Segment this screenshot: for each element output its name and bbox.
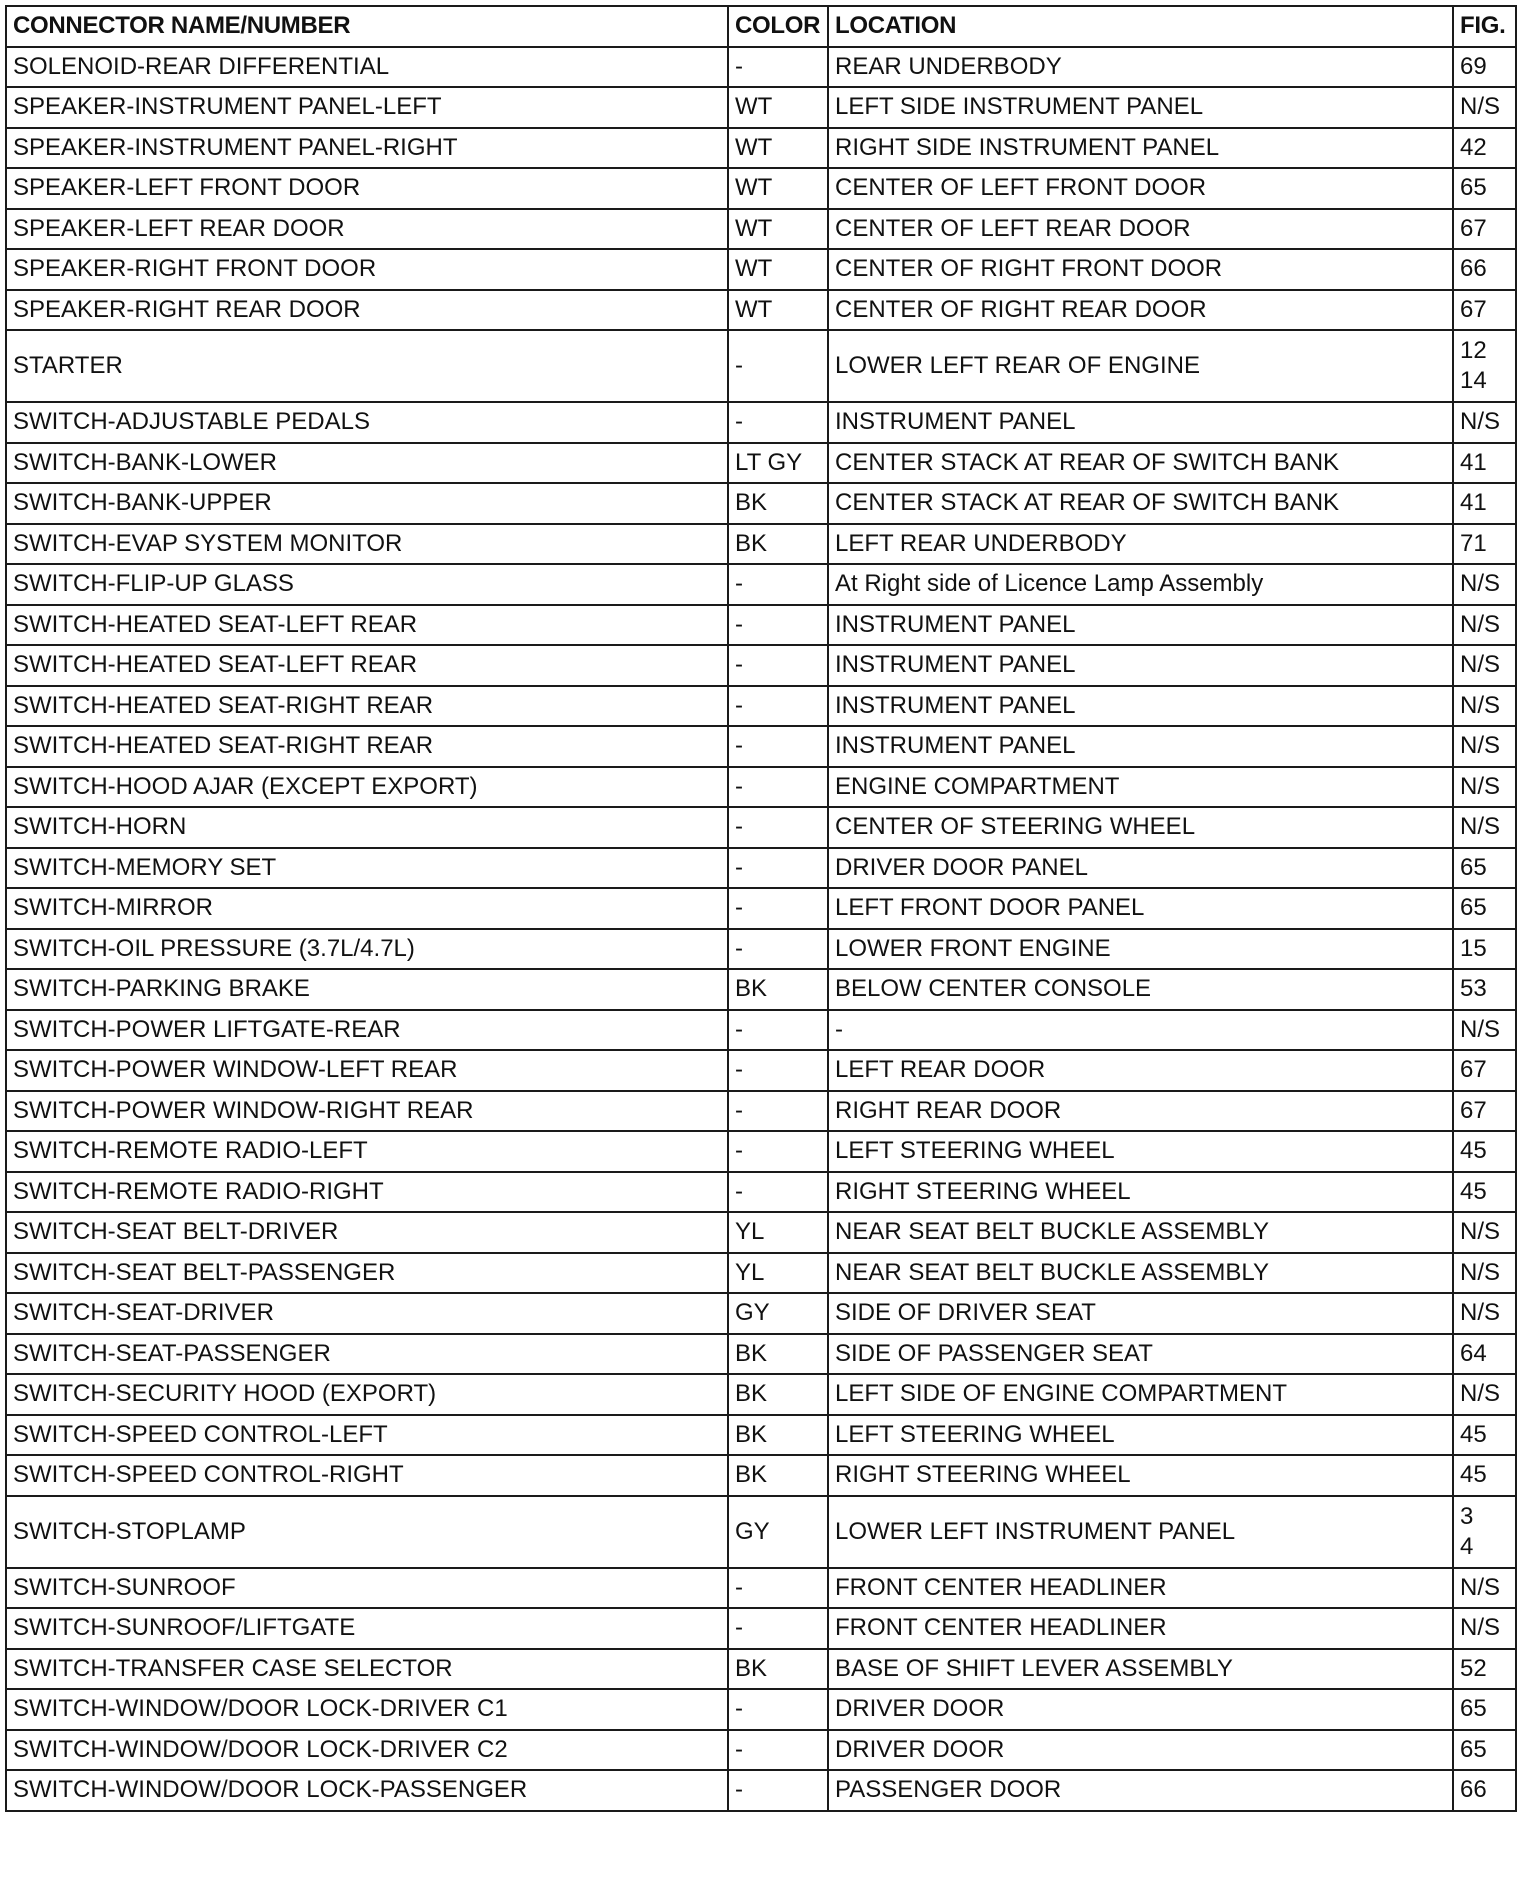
fig-cell bbox=[1453, 1496, 1516, 1568]
location-cell: RIGHT SIDE INSTRUMENT PANEL bbox=[828, 128, 1453, 169]
table-row bbox=[6, 1131, 1516, 1172]
connector-name-cell: SWITCH-POWER LIFTGATE-REAR bbox=[6, 1010, 728, 1051]
fig-number: 52 bbox=[1460, 1654, 1487, 1682]
fig-number: N/S bbox=[1460, 610, 1501, 638]
connector-name-cell: SWITCH-BANK-UPPER bbox=[6, 483, 728, 524]
fig-cell bbox=[1453, 47, 1516, 88]
table-row bbox=[6, 47, 1516, 88]
table-row bbox=[6, 1374, 1516, 1415]
location-cell: BASE OF SHIFT LEVER ASSEMBLY bbox=[828, 1649, 1453, 1690]
connector-name-cell: SWITCH-HEATED SEAT-RIGHT REAR bbox=[6, 686, 728, 727]
color-cell: - bbox=[728, 767, 828, 808]
location-cell: INSTRUMENT PANEL bbox=[828, 686, 1453, 727]
connector-name-cell: SWITCH-EVAP SYSTEM MONITOR bbox=[6, 524, 728, 565]
color-cell: BK bbox=[728, 483, 828, 524]
connector-name-cell: SWITCH-PARKING BRAKE bbox=[6, 969, 728, 1010]
connector-name-cell: SWITCH-SUNROOF bbox=[6, 1568, 728, 1609]
connector-name-cell: SWITCH-POWER WINDOW-LEFT REAR bbox=[6, 1050, 728, 1091]
fig-number: 65 bbox=[1460, 1695, 1487, 1723]
table-row bbox=[6, 888, 1516, 929]
table-row bbox=[6, 767, 1516, 808]
color-cell: WT bbox=[728, 209, 828, 250]
color-cell: - bbox=[728, 1730, 828, 1771]
table-row bbox=[6, 848, 1516, 889]
header-location: LOCATION bbox=[828, 6, 1453, 47]
connector-name-cell: SWITCH-BANK-LOWER bbox=[6, 443, 728, 484]
fig-cell bbox=[1453, 564, 1516, 605]
connector-name-cell: SPEAKER-INSTRUMENT PANEL-LEFT bbox=[6, 87, 728, 128]
color-cell: WT bbox=[728, 168, 828, 209]
table-row bbox=[6, 726, 1516, 767]
fig-number: 69 bbox=[1460, 52, 1487, 80]
fig-cell bbox=[1453, 1649, 1516, 1690]
fig-number: 65 bbox=[1460, 174, 1487, 202]
color-cell: - bbox=[728, 1010, 828, 1051]
location-cell: BELOW CENTER CONSOLE bbox=[828, 969, 1453, 1010]
fig-number: 41 bbox=[1460, 489, 1487, 517]
connector-name-cell: SWITCH-SPEED CONTROL-LEFT bbox=[6, 1415, 728, 1456]
location-cell: DRIVER DOOR PANEL bbox=[828, 848, 1453, 889]
fig-number: 65 bbox=[1460, 1735, 1487, 1763]
color-cell: GY bbox=[728, 1496, 828, 1568]
table-row bbox=[6, 402, 1516, 443]
fig-number: 4 bbox=[1460, 1532, 1474, 1560]
fig-number: 64 bbox=[1460, 1339, 1487, 1367]
connector-name-cell: SWITCH-STOPLAMP bbox=[6, 1496, 728, 1568]
location-cell: CENTER OF LEFT REAR DOOR bbox=[828, 209, 1453, 250]
color-cell: - bbox=[728, 1131, 828, 1172]
header-row bbox=[6, 6, 1516, 47]
table-row bbox=[6, 1293, 1516, 1334]
fig-cell bbox=[1453, 1730, 1516, 1771]
connector-table bbox=[5, 5, 1517, 1812]
fig-number: 67 bbox=[1460, 1096, 1487, 1124]
table-row bbox=[6, 1172, 1516, 1213]
location-cell: LEFT REAR DOOR bbox=[828, 1050, 1453, 1091]
location-cell: LEFT STEERING WHEEL bbox=[828, 1415, 1453, 1456]
location-cell: LEFT FRONT DOOR PANEL bbox=[828, 888, 1453, 929]
fig-number: N/S bbox=[1460, 570, 1501, 598]
fig-number: 71 bbox=[1460, 529, 1487, 557]
color-cell: - bbox=[728, 605, 828, 646]
fig-cell bbox=[1453, 1050, 1516, 1091]
fig-cell bbox=[1453, 605, 1516, 646]
fig-number: N/S bbox=[1460, 1299, 1501, 1327]
connector-name-cell: SWITCH-HEATED SEAT-RIGHT REAR bbox=[6, 726, 728, 767]
header-fig: FIG. bbox=[1453, 6, 1516, 47]
color-cell: BK bbox=[728, 1649, 828, 1690]
table-row bbox=[6, 1730, 1516, 1771]
table-row bbox=[6, 1415, 1516, 1456]
fig-cell bbox=[1453, 290, 1516, 331]
fig-cell bbox=[1453, 888, 1516, 929]
fig-number: 42 bbox=[1460, 133, 1487, 161]
location-cell: DRIVER DOOR bbox=[828, 1689, 1453, 1730]
fig-cell bbox=[1453, 1091, 1516, 1132]
location-cell: CENTER OF STEERING WHEEL bbox=[828, 807, 1453, 848]
location-cell: LOWER FRONT ENGINE bbox=[828, 929, 1453, 970]
connector-name-cell: SWITCH-MEMORY SET bbox=[6, 848, 728, 889]
table-row bbox=[6, 1455, 1516, 1496]
fig-number: N/S bbox=[1460, 1015, 1501, 1043]
color-cell: BK bbox=[728, 1455, 828, 1496]
location-cell: SIDE OF PASSENGER SEAT bbox=[828, 1334, 1453, 1375]
fig-number: 66 bbox=[1460, 1776, 1487, 1804]
fig-number: 3 bbox=[1460, 1502, 1474, 1530]
connector-name-cell: SWITCH-HEATED SEAT-LEFT REAR bbox=[6, 605, 728, 646]
location-cell: REAR UNDERBODY bbox=[828, 47, 1453, 88]
fig-number: N/S bbox=[1460, 1218, 1501, 1246]
color-cell: BK bbox=[728, 1374, 828, 1415]
table-row bbox=[6, 1212, 1516, 1253]
fig-number: N/S bbox=[1460, 732, 1501, 760]
fig-number: N/S bbox=[1460, 772, 1501, 800]
fig-number: N/S bbox=[1460, 1573, 1501, 1601]
location-cell: SIDE OF DRIVER SEAT bbox=[828, 1293, 1453, 1334]
connector-name-cell: SPEAKER-LEFT FRONT DOOR bbox=[6, 168, 728, 209]
location-cell: LEFT STEERING WHEEL bbox=[828, 1131, 1453, 1172]
color-cell: - bbox=[728, 1770, 828, 1811]
table-row bbox=[6, 524, 1516, 565]
fig-cell bbox=[1453, 686, 1516, 727]
fig-cell bbox=[1453, 483, 1516, 524]
color-cell: - bbox=[728, 330, 828, 402]
connector-name-cell: SWITCH-HOOD AJAR (EXCEPT EXPORT) bbox=[6, 767, 728, 808]
color-cell: - bbox=[728, 47, 828, 88]
table-row bbox=[6, 168, 1516, 209]
fig-number: 15 bbox=[1460, 934, 1487, 962]
color-cell: - bbox=[728, 686, 828, 727]
fig-cell bbox=[1453, 848, 1516, 889]
color-cell: BK bbox=[728, 969, 828, 1010]
color-cell: - bbox=[728, 1091, 828, 1132]
location-cell: RIGHT STEERING WHEEL bbox=[828, 1172, 1453, 1213]
connector-name-cell: SOLENOID-REAR DIFFERENTIAL bbox=[6, 47, 728, 88]
table-row bbox=[6, 1010, 1516, 1051]
color-cell: YL bbox=[728, 1212, 828, 1253]
fig-cell bbox=[1453, 402, 1516, 443]
fig-cell bbox=[1453, 1415, 1516, 1456]
fig-cell bbox=[1453, 645, 1516, 686]
table-row bbox=[6, 645, 1516, 686]
table-row bbox=[6, 87, 1516, 128]
location-cell: DRIVER DOOR bbox=[828, 1730, 1453, 1771]
table-row bbox=[6, 929, 1516, 970]
table-row bbox=[6, 1568, 1516, 1609]
table-row bbox=[6, 686, 1516, 727]
fig-cell bbox=[1453, 443, 1516, 484]
fig-cell bbox=[1453, 168, 1516, 209]
color-cell: - bbox=[728, 848, 828, 889]
location-cell: LEFT SIDE OF ENGINE COMPARTMENT bbox=[828, 1374, 1453, 1415]
color-cell: WT bbox=[728, 290, 828, 331]
connector-name-cell: SWITCH-SEAT BELT-DRIVER bbox=[6, 1212, 728, 1253]
connector-name-cell: SWITCH-WINDOW/DOOR LOCK-DRIVER C2 bbox=[6, 1730, 728, 1771]
header-connector-name: CONNECTOR NAME/NUMBER bbox=[6, 6, 728, 47]
fig-number: N/S bbox=[1460, 408, 1501, 436]
location-cell: LEFT REAR UNDERBODY bbox=[828, 524, 1453, 565]
color-cell: - bbox=[728, 807, 828, 848]
fig-cell bbox=[1453, 929, 1516, 970]
color-cell: - bbox=[728, 1689, 828, 1730]
fig-cell bbox=[1453, 969, 1516, 1010]
connector-name-cell: SWITCH-HEATED SEAT-LEFT REAR bbox=[6, 645, 728, 686]
fig-cell bbox=[1453, 1253, 1516, 1294]
location-cell: NEAR SEAT BELT BUCKLE ASSEMBLY bbox=[828, 1212, 1453, 1253]
fig-cell bbox=[1453, 1172, 1516, 1213]
location-cell: NEAR SEAT BELT BUCKLE ASSEMBLY bbox=[828, 1253, 1453, 1294]
table-row bbox=[6, 249, 1516, 290]
connector-name-cell: SWITCH-WINDOW/DOOR LOCK-DRIVER C1 bbox=[6, 1689, 728, 1730]
location-cell: PASSENGER DOOR bbox=[828, 1770, 1453, 1811]
table-row bbox=[6, 330, 1516, 402]
connector-name-cell: SWITCH-OIL PRESSURE (3.7L/4.7L) bbox=[6, 929, 728, 970]
fig-cell bbox=[1453, 1689, 1516, 1730]
color-cell: GY bbox=[728, 1293, 828, 1334]
color-cell: - bbox=[728, 929, 828, 970]
connector-name-cell: SPEAKER-RIGHT FRONT DOOR bbox=[6, 249, 728, 290]
color-cell: BK bbox=[728, 1415, 828, 1456]
fig-number: N/S bbox=[1460, 1380, 1501, 1408]
header-color: COLOR bbox=[728, 6, 828, 47]
color-cell: - bbox=[728, 1608, 828, 1649]
connector-name-cell: SWITCH-SPEED CONTROL-RIGHT bbox=[6, 1455, 728, 1496]
color-cell: - bbox=[728, 726, 828, 767]
color-cell: - bbox=[728, 402, 828, 443]
color-cell: BK bbox=[728, 1334, 828, 1375]
color-cell: WT bbox=[728, 249, 828, 290]
connector-name-cell: SWITCH-REMOTE RADIO-LEFT bbox=[6, 1131, 728, 1172]
connector-name-cell: SPEAKER-LEFT REAR DOOR bbox=[6, 209, 728, 250]
fig-cell bbox=[1453, 1212, 1516, 1253]
location-cell: FRONT CENTER HEADLINER bbox=[828, 1608, 1453, 1649]
color-cell: - bbox=[728, 1568, 828, 1609]
table-row bbox=[6, 807, 1516, 848]
connector-name-cell: SWITCH-ADJUSTABLE PEDALS bbox=[6, 402, 728, 443]
fig-number: 67 bbox=[1460, 295, 1487, 323]
table-row bbox=[6, 1649, 1516, 1690]
fig-number: 12 bbox=[1460, 337, 1487, 364]
location-cell: CENTER STACK AT REAR OF SWITCH BANK bbox=[828, 483, 1453, 524]
fig-number: 53 bbox=[1460, 975, 1487, 1003]
table-row bbox=[6, 443, 1516, 484]
table-row bbox=[6, 1253, 1516, 1294]
location-cell: INSTRUMENT PANEL bbox=[828, 726, 1453, 767]
fig-number: 67 bbox=[1460, 1056, 1487, 1084]
location-cell: CENTER OF LEFT FRONT DOOR bbox=[828, 168, 1453, 209]
fig-cell bbox=[1453, 1455, 1516, 1496]
table-row bbox=[6, 1496, 1516, 1568]
fig-cell bbox=[1453, 87, 1516, 128]
fig-number: 45 bbox=[1460, 1137, 1487, 1165]
fig-cell bbox=[1453, 209, 1516, 250]
fig-number: 67 bbox=[1460, 214, 1487, 242]
color-cell: - bbox=[728, 564, 828, 605]
location-cell: At Right side of Licence Lamp Assembly bbox=[828, 564, 1453, 605]
location-cell: CENTER OF RIGHT FRONT DOOR bbox=[828, 249, 1453, 290]
fig-cell bbox=[1453, 330, 1516, 402]
color-cell: - bbox=[728, 1050, 828, 1091]
color-cell: WT bbox=[728, 128, 828, 169]
fig-cell bbox=[1453, 1608, 1516, 1649]
table-row bbox=[6, 1770, 1516, 1811]
fig-cell bbox=[1453, 1010, 1516, 1051]
connector-name-cell: SWITCH-WINDOW/DOOR LOCK-PASSENGER bbox=[6, 1770, 728, 1811]
location-cell: CENTER STACK AT REAR OF SWITCH BANK bbox=[828, 443, 1453, 484]
table-row bbox=[6, 1689, 1516, 1730]
fig-cell bbox=[1453, 128, 1516, 169]
location-cell: CENTER OF RIGHT REAR DOOR bbox=[828, 290, 1453, 331]
connector-name-cell: SWITCH-SUNROOF/LIFTGATE bbox=[6, 1608, 728, 1649]
fig-number: 66 bbox=[1460, 255, 1487, 283]
fig-cell bbox=[1453, 807, 1516, 848]
connector-name-cell: SWITCH-TRANSFER CASE SELECTOR bbox=[6, 1649, 728, 1690]
table-row bbox=[6, 1050, 1516, 1091]
color-cell: YL bbox=[728, 1253, 828, 1294]
color-cell: - bbox=[728, 645, 828, 686]
connector-name-cell: SWITCH-SEAT-DRIVER bbox=[6, 1293, 728, 1334]
fig-cell bbox=[1453, 524, 1516, 565]
fig-number: 45 bbox=[1460, 1177, 1487, 1205]
table-row bbox=[6, 969, 1516, 1010]
connector-name-cell: SWITCH-HORN bbox=[6, 807, 728, 848]
table-row bbox=[6, 1334, 1516, 1375]
connector-name-cell: STARTER bbox=[6, 330, 728, 402]
connector-name-cell: SWITCH-POWER WINDOW-RIGHT REAR bbox=[6, 1091, 728, 1132]
table-row bbox=[6, 209, 1516, 250]
connector-name-cell: SWITCH-SECURITY HOOD (EXPORT) bbox=[6, 1374, 728, 1415]
color-cell: - bbox=[728, 888, 828, 929]
fig-number: 45 bbox=[1460, 1420, 1487, 1448]
location-cell: INSTRUMENT PANEL bbox=[828, 402, 1453, 443]
location-cell: LOWER LEFT INSTRUMENT PANEL bbox=[828, 1496, 1453, 1568]
location-cell: INSTRUMENT PANEL bbox=[828, 645, 1453, 686]
fig-number: 41 bbox=[1460, 448, 1487, 476]
connector-name-cell: SWITCH-SEAT-PASSENGER bbox=[6, 1334, 728, 1375]
location-cell: LEFT SIDE INSTRUMENT PANEL bbox=[828, 87, 1453, 128]
connector-name-cell: SWITCH-MIRROR bbox=[6, 888, 728, 929]
connector-name-cell: SPEAKER-INSTRUMENT PANEL-RIGHT bbox=[6, 128, 728, 169]
color-cell: WT bbox=[728, 87, 828, 128]
table-row bbox=[6, 128, 1516, 169]
fig-cell bbox=[1453, 726, 1516, 767]
fig-number: 65 bbox=[1460, 853, 1487, 881]
location-cell: RIGHT STEERING WHEEL bbox=[828, 1455, 1453, 1496]
location-cell: ENGINE COMPARTMENT bbox=[828, 767, 1453, 808]
fig-number: 45 bbox=[1460, 1461, 1487, 1489]
fig-cell bbox=[1453, 1334, 1516, 1375]
fig-number: N/S bbox=[1460, 1614, 1501, 1642]
table-row bbox=[6, 1608, 1516, 1649]
location-cell: LOWER LEFT REAR OF ENGINE bbox=[828, 330, 1453, 402]
fig-cell bbox=[1453, 1293, 1516, 1334]
fig-cell bbox=[1453, 1374, 1516, 1415]
color-cell: - bbox=[728, 1172, 828, 1213]
fig-cell bbox=[1453, 1770, 1516, 1811]
connector-name-cell: SWITCH-FLIP-UP GLASS bbox=[6, 564, 728, 605]
table-row bbox=[6, 483, 1516, 524]
fig-cell bbox=[1453, 767, 1516, 808]
fig-number: N/S bbox=[1460, 651, 1501, 679]
color-cell: LT GY bbox=[728, 443, 828, 484]
fig-number: N/S bbox=[1460, 813, 1501, 841]
table-row bbox=[6, 290, 1516, 331]
fig-cell bbox=[1453, 1568, 1516, 1609]
fig-number: N/S bbox=[1460, 691, 1501, 719]
fig-cell bbox=[1453, 1131, 1516, 1172]
table-row bbox=[6, 564, 1516, 605]
location-cell: - bbox=[828, 1010, 1453, 1051]
color-cell: BK bbox=[728, 524, 828, 565]
fig-cell bbox=[1453, 249, 1516, 290]
connector-name-cell: SWITCH-SEAT BELT-PASSENGER bbox=[6, 1253, 728, 1294]
connector-name-cell: SWITCH-REMOTE RADIO-RIGHT bbox=[6, 1172, 728, 1213]
connector-name-cell: SPEAKER-RIGHT REAR DOOR bbox=[6, 290, 728, 331]
location-cell: INSTRUMENT PANEL bbox=[828, 605, 1453, 646]
fig-number: 65 bbox=[1460, 894, 1487, 922]
table-row bbox=[6, 1091, 1516, 1132]
location-cell: RIGHT REAR DOOR bbox=[828, 1091, 1453, 1132]
fig-number: N/S bbox=[1460, 1258, 1501, 1286]
fig-number: 14 bbox=[1460, 367, 1487, 394]
table-row bbox=[6, 605, 1516, 646]
fig-number: N/S bbox=[1460, 93, 1501, 121]
location-cell: FRONT CENTER HEADLINER bbox=[828, 1568, 1453, 1609]
